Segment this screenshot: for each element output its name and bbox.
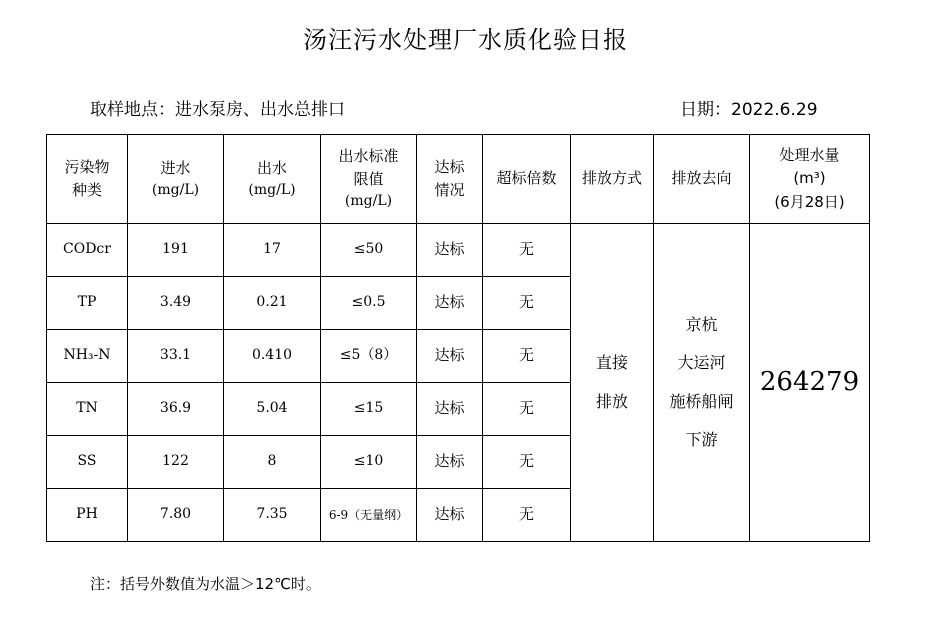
compliance-status: 达标: [417, 277, 483, 330]
header-exceed: 超标倍数: [483, 135, 571, 224]
pollutant-name: NH₃-N: [47, 330, 128, 383]
header-row: [47, 135, 870, 224]
outflow-value: 0.21: [224, 277, 321, 330]
exceed-multiple: 无: [483, 383, 571, 436]
outflow-value: 5.04: [224, 383, 321, 436]
exceed-multiple: 无: [483, 330, 571, 383]
compliance-status: 达标: [417, 224, 483, 277]
sampling-location: 取样地点：进水泵房、出水总排口: [90, 100, 345, 120]
treated-volume: 264279: [750, 224, 870, 542]
pollutant-name: PH: [47, 489, 128, 542]
report-date: 日期：2022.6.29: [680, 100, 818, 120]
outflow-value: 7.35: [224, 489, 321, 542]
water-quality-table: [46, 134, 870, 542]
inflow-value: 122: [128, 436, 224, 489]
discharge-direction: 京杭 大运河 施桥船闸 下游: [654, 224, 750, 542]
compliance-status: 达标: [417, 436, 483, 489]
table-row: [47, 224, 870, 277]
inflow-value: 33.1: [128, 330, 224, 383]
limit-value: ≤50: [321, 224, 417, 277]
pollutant-name: CODcr: [47, 224, 128, 277]
pollutant-name: TN: [47, 383, 128, 436]
discharge-method: 直接 排放: [571, 224, 654, 542]
limit-value: ≤0.5: [321, 277, 417, 330]
report-title: 汤汪污水处理厂水质化验日报: [303, 26, 628, 54]
header-limit: 出水标准 限值 (mg/L): [321, 135, 417, 224]
header-compliance: 达标 情况: [417, 135, 483, 224]
exceed-multiple: 无: [483, 224, 571, 277]
limit-value: ≤5（8）: [321, 330, 417, 383]
exceed-multiple: 无: [483, 489, 571, 542]
inflow-value: 36.9: [128, 383, 224, 436]
header-discharge-direction: 排放去向: [654, 135, 750, 224]
footnote: 注：括号外数值为水温＞12℃时。: [90, 575, 321, 593]
pollutant-name: TP: [47, 277, 128, 330]
compliance-status: 达标: [417, 330, 483, 383]
inflow-value: 7.80: [128, 489, 224, 542]
outflow-value: 0.410: [224, 330, 321, 383]
exceed-multiple: 无: [483, 277, 571, 330]
inflow-value: 3.49: [128, 277, 224, 330]
header-pollutant: 污染物 种类: [47, 135, 128, 224]
compliance-status: 达标: [417, 383, 483, 436]
compliance-status: 达标: [417, 489, 483, 542]
header-outflow: 出水 (mg/L): [224, 135, 321, 224]
header-discharge-method: 排放方式: [571, 135, 654, 224]
pollutant-name: SS: [47, 436, 128, 489]
header-volume: 处理水量 (m³) (6月28日): [750, 135, 870, 224]
limit-value: ≤15: [321, 383, 417, 436]
exceed-multiple: 无: [483, 436, 571, 489]
inflow-value: 191: [128, 224, 224, 277]
limit-value: ≤10: [321, 436, 417, 489]
limit-value: 6-9（无量纲）: [321, 489, 417, 542]
header-inflow: 进水 (mg/L): [128, 135, 224, 224]
outflow-value: 8: [224, 436, 321, 489]
outflow-value: 17: [224, 224, 321, 277]
